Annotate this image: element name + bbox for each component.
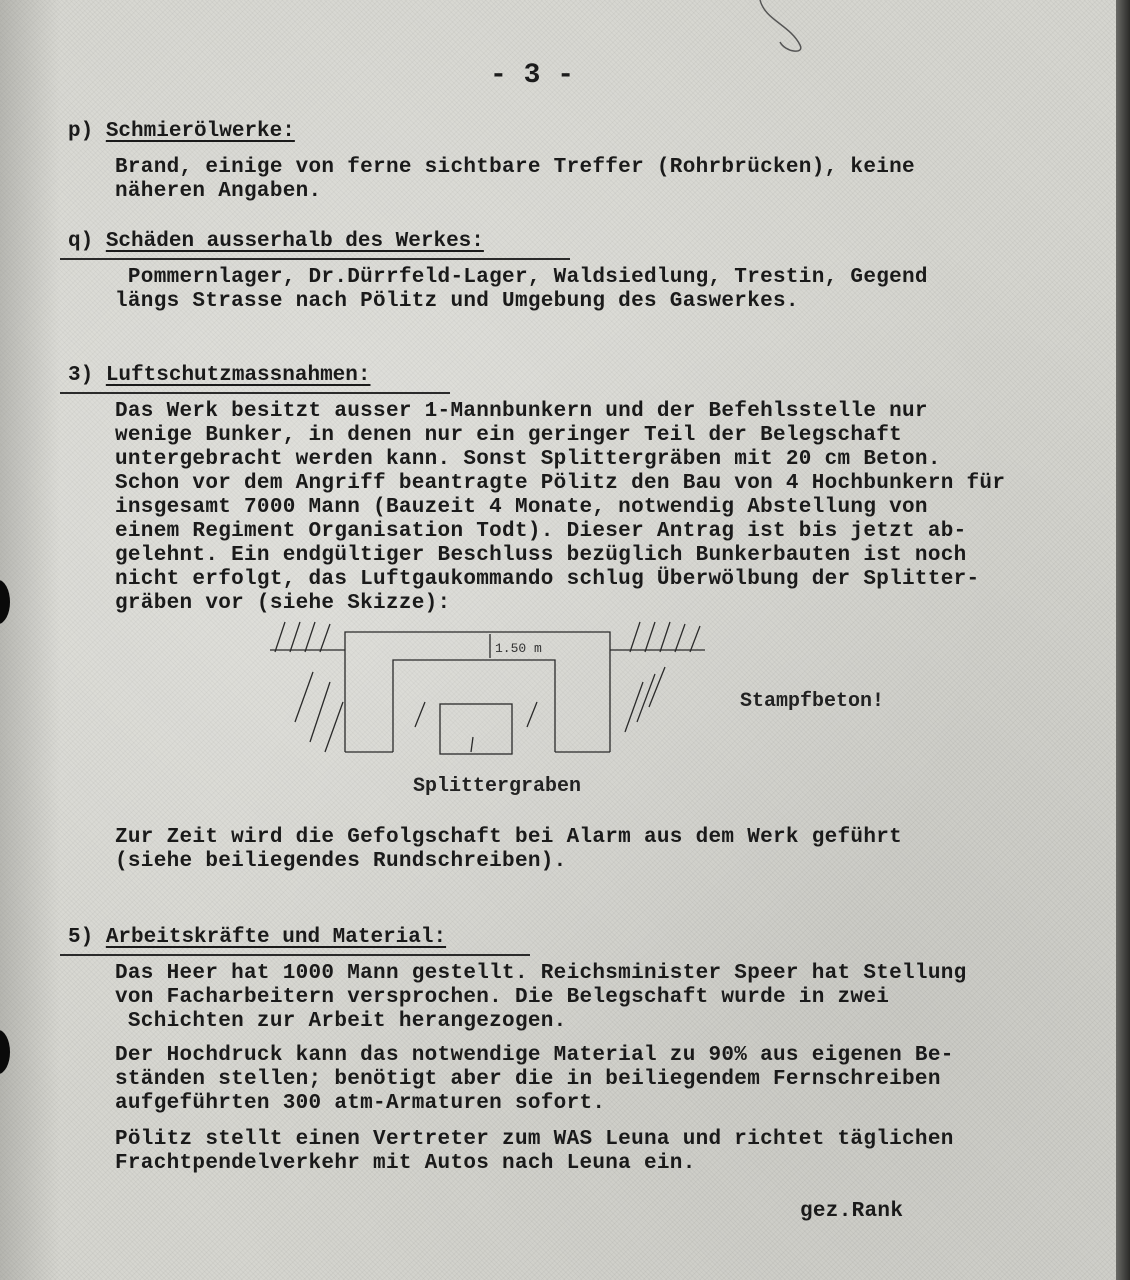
- section-5-para2-line-2: ständen stellen; benötigt aber die in beiliegendem Fernschreiben: [115, 1068, 941, 1091]
- section-3-line-9: gräben vor (siehe Skizze):: [115, 592, 451, 615]
- section-5-para3-line-1: Pölitz stellt einen Vertreter zum WAS Leuna und richtet täglichen: [115, 1128, 954, 1151]
- section-3-line-2: wenige Bunker, in denen nur ein geringer Teil der Belegschaft: [115, 424, 903, 447]
- section-3-line-8: nicht erfolgt, das Luftgaukommando schlug Überwölbung der Splitter-: [115, 568, 980, 591]
- section-q-heading: [68, 230, 484, 254]
- section-3-line-4: Schon vor dem Angriff beantragte Pölitz den Bau von 4 Hochbunkern für: [115, 472, 1006, 495]
- sketch-side-label: Stampfbeton!: [740, 690, 885, 713]
- section-p-line-1: Brand, einige von ferne sichtbare Treffer (Rohrbrücken), keine: [115, 156, 915, 179]
- section-5-marker: 5): [68, 926, 94, 949]
- section-q-line-2: längs Strasse nach Pölitz und Umgebung des Gaswerkes.: [115, 290, 799, 313]
- section-5-para1-line-3: Schichten zur Arbeit herangezogen.: [115, 1010, 567, 1033]
- section-5-para2-line-3: aufgeführten 300 atm-Armaturen sofort.: [115, 1092, 606, 1115]
- section-5-title: Arbeitskräfte und Material:: [105, 926, 447, 949]
- section-5-para1-line-2: von Facharbeitern versprochen. Die Belegschaft wurde in zwei: [115, 986, 890, 1009]
- page-left-shadow: [0, 0, 60, 1280]
- section-3-rule: [60, 392, 450, 394]
- page-number: - 3 -: [490, 60, 575, 91]
- splittergraben-sketch: [265, 612, 725, 772]
- section-3-marker: 3): [68, 364, 94, 387]
- section-3-line-1: Das Werk besitzt ausser 1-Mannbunkern und der Befehlsstelle nur: [115, 400, 928, 423]
- section-3-line-7: gelehnt. Ein endgültiger Beschluss bezüglich Bunkerbauten ist noch: [115, 544, 967, 567]
- section-p-marker: p): [68, 120, 94, 143]
- section-3-heading: [68, 364, 370, 388]
- section-p-heading: [68, 120, 295, 144]
- section-3-line-3: untergebracht werden kann. Sonst Splittergräben mit 20 cm Beton.: [115, 448, 941, 471]
- section-q-marker: q): [68, 230, 94, 253]
- pencil-scribble: [740, 0, 860, 70]
- section-5-para2-line-1: Der Hochdruck kann das notwendige Material zu 90% aus eigenen Be-: [115, 1044, 954, 1067]
- signature: gez.Rank: [800, 1200, 904, 1223]
- sketch-measure-label: 1.50 m: [495, 641, 542, 656]
- sketch-caption: Splittergraben: [413, 775, 582, 798]
- section-5-heading: [68, 926, 446, 950]
- section-5-para1-line-1: Das Heer hat 1000 Mann gestellt. Reichsminister Speer hat Stellung: [115, 962, 967, 985]
- section-p-title: Schmierölwerke:: [105, 120, 295, 143]
- section-3-line-5: insgesamt 7000 Mann (Bauzeit 4 Monate, notwendig Abstellung von: [115, 496, 928, 519]
- section-3-after-line-2: (siehe beiliegendes Rundschreiben).: [115, 850, 567, 873]
- section-3-line-6: einem Regiment Organisation Todt). Dieser Antrag ist bis jetzt ab-: [115, 520, 967, 543]
- section-p-line-2: näheren Angaben.: [115, 180, 322, 203]
- section-5-para3-line-2: Frachtpendelverkehr mit Autos nach Leuna ein.: [115, 1152, 696, 1175]
- section-q-line-1: Pommernlager, Dr.Dürrfeld-Lager, Waldsiedlung, Trestin, Gegend: [115, 266, 928, 289]
- section-3-title: Luftschutzmassnahmen:: [105, 364, 371, 387]
- section-q-rule: [60, 258, 570, 260]
- section-q-title: Schäden ausserhalb des Werkes:: [105, 230, 484, 253]
- section-3-after-line-1: Zur Zeit wird die Gefolgschaft bei Alarm aus dem Werk geführt: [115, 826, 903, 849]
- page-right-edge: [1116, 0, 1130, 1280]
- section-5-rule: [60, 954, 530, 956]
